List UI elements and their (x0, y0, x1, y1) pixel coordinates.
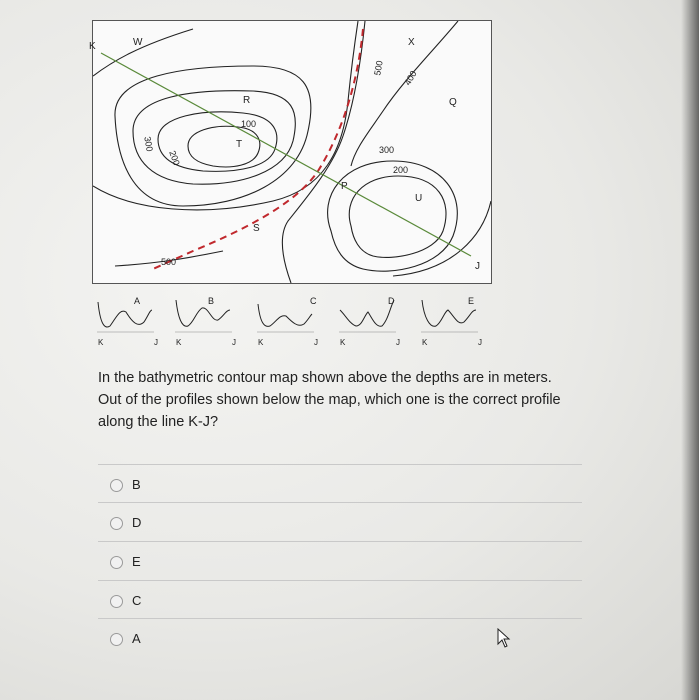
profile-k-label: K (340, 338, 346, 347)
point-u-label: U (415, 193, 423, 204)
answer-option-e[interactable] (98, 541, 582, 580)
option-label: B (132, 477, 141, 492)
profile-j-label: J (232, 338, 236, 347)
profile-c (254, 296, 320, 346)
profile-e-curve (418, 296, 484, 336)
point-r-label: R (243, 95, 251, 106)
profile-j-label: J (314, 338, 318, 347)
profile-e (418, 296, 484, 346)
contour-line (351, 21, 458, 166)
bathymetric-contour-map (89, 20, 492, 284)
profile-letter: A (134, 296, 141, 306)
answer-option-d[interactable] (98, 502, 582, 541)
screen-edge-shadow (681, 0, 699, 700)
point-s-label: S (253, 223, 260, 234)
profile-a-curve (94, 296, 160, 336)
profile-j-label: J (396, 338, 400, 347)
profile-d-curve (336, 296, 402, 336)
contour-value-200-right: 200 (393, 165, 409, 175)
contour-line (93, 29, 193, 76)
profile-letter: C (310, 296, 317, 306)
radio-button[interactable] (110, 556, 123, 569)
point-w-label: W (133, 37, 143, 48)
point-t-label: T (236, 139, 243, 150)
contour-map-drawing (93, 21, 491, 283)
option-label: C (132, 593, 142, 608)
profile-j-label: J (154, 338, 158, 347)
answer-option-c[interactable] (98, 580, 582, 619)
contour-line (133, 91, 295, 184)
radio-button[interactable] (110, 595, 123, 608)
profile-options-row (92, 296, 492, 356)
profile-letter: D (388, 296, 395, 306)
profile-d (336, 296, 402, 346)
option-label: A (132, 631, 141, 646)
profile-k-label: K (258, 338, 264, 347)
profile-letter: E (468, 296, 475, 306)
radio-button[interactable] (110, 517, 123, 530)
point-k-label: K (89, 41, 96, 52)
profile-k-label: K (98, 338, 104, 347)
option-label: E (132, 554, 141, 569)
contour-line (188, 126, 260, 167)
contour-value-500-bottom: 500 (161, 257, 177, 267)
profile-b-curve (172, 296, 238, 336)
contour-value-500-top: 500 (372, 59, 385, 77)
profile-c-curve (254, 296, 320, 336)
mouse-pointer-icon (497, 628, 511, 648)
radio-button[interactable] (110, 633, 123, 646)
answer-option-b[interactable] (98, 464, 582, 503)
profile-k-label: K (176, 338, 182, 347)
point-x-label: X (408, 37, 415, 48)
profile-a (94, 296, 160, 346)
profile-letter: B (208, 296, 215, 306)
point-q-label: Q (449, 97, 457, 108)
question-text: In the bathymetric contour map shown above the depths are in meters. Out of the profiles shown below the map, which one is the correct profile along the line K-J? (98, 370, 561, 430)
profile-k-label: K (422, 338, 428, 347)
contour-value-300-left: 300 (142, 135, 155, 153)
contour-value-100: 100 (241, 119, 257, 129)
contour-value-200-left: 200 (167, 149, 182, 167)
option-label: D (132, 515, 142, 530)
contour-value-400: 400 (402, 68, 419, 88)
contour-value-300-right: 300 (379, 145, 395, 155)
contour-line (328, 161, 458, 271)
point-p-label: P (341, 181, 348, 192)
profile-j-label: J (478, 338, 482, 347)
contour-line (349, 176, 446, 257)
profile-b (172, 296, 238, 346)
point-j-label: J (475, 261, 480, 272)
radio-button[interactable] (110, 479, 123, 492)
